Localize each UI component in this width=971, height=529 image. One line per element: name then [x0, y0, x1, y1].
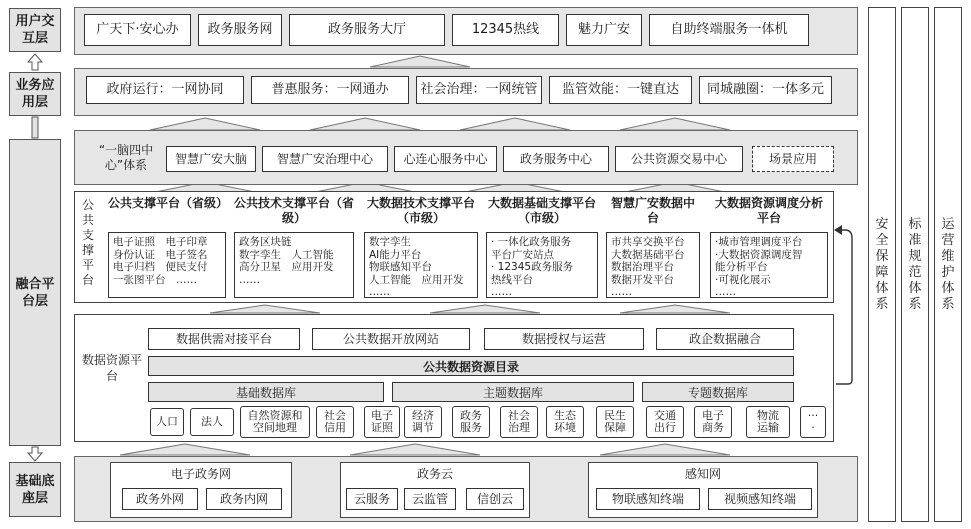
data-item-more: ··· ·	[800, 406, 826, 438]
plat-body-2: 政务区块链 数字孪生 人工智能 高分卫星 应用开发 ……	[234, 232, 354, 298]
user-item-hotline: 12345热线	[452, 14, 559, 46]
data-item-jiaotong: 交通 出行	[646, 406, 684, 438]
side-security: 安全保障体系	[868, 7, 896, 522]
data-item-xinyong: 社会 信用	[316, 406, 354, 438]
base-item-xinchuang: 信创云	[466, 488, 524, 510]
plat-body-4: · 一体化政务服务 平台广安站点 · 12345政务服务 热线平台 ……	[486, 232, 598, 298]
plat-title-2: 公共技术支撑平台（省级）	[234, 196, 355, 225]
fusion-layer-label: 融合平台层	[9, 139, 61, 446]
base-item-shipin: 视频感知终端	[708, 488, 812, 510]
data-item-shangwu: 电子 商务	[694, 406, 732, 438]
db-theme: 主题数据库	[392, 382, 634, 402]
plat-body-5: 市共享交换平台 大数据基础平台 数据治理平台 数据开发平台 ……	[606, 232, 700, 298]
business-layer-label: 业务应用层	[9, 72, 61, 116]
data-catalog: 公共数据资源目录	[148, 356, 794, 376]
side-standard: 标准规范体系	[901, 7, 929, 522]
plat-body-3: 数字孪生 AI能力平台 物联感知平台 人工智能 应用开发 ……	[364, 232, 478, 298]
plat-title-6: 大数据资源调度分析平台	[714, 196, 823, 225]
user-layer-label: 用户交互层	[9, 8, 61, 52]
data-item-zhili: 社会 治理	[500, 406, 538, 438]
plat-title-5: 智慧广安数据中台	[610, 196, 695, 225]
brain-item-ggzy: 公共资源交易中心	[615, 146, 743, 172]
user-item-hall: 政务服务大厅	[289, 14, 445, 46]
data-top-3: 数据授权与运营	[484, 328, 644, 350]
side-operation: 运营维护体系	[934, 7, 962, 522]
plat-title-3: 大数据技术支撑平台（市级）	[366, 196, 475, 225]
biz-item-tongban: 普惠服务：一网通办	[251, 76, 409, 104]
data-item-renkou: 人口	[150, 408, 184, 436]
brain-label: “一脑四中心”体系	[98, 143, 154, 172]
data-item-minsheng: 民生 保障	[596, 406, 634, 438]
data-item-ziran: 自然资源和 空间地理	[240, 406, 310, 438]
user-item-meili: 魅力广安	[566, 14, 642, 46]
brain-item-zwfw: 政务服务中心	[503, 146, 609, 172]
biz-item-tongguan: 社会治理：一网统管	[416, 76, 542, 104]
base-item-yunfuwu: 云服务	[346, 488, 398, 510]
user-item-anxinban: 广天下·安心办	[84, 14, 191, 46]
data-item-zhengwu: 政务 服务	[452, 406, 490, 438]
data-item-zhengzhao: 电子 证照	[364, 406, 400, 438]
data-item-shengtai: 生态 环境	[546, 406, 584, 438]
brain-item-dangao: 智慧广安大脑	[166, 146, 256, 172]
base-item-wulian: 物联感知终端	[596, 488, 700, 510]
user-item-zwfww: 政务服务网	[198, 14, 282, 46]
base-item-yunjianguan: 云监管	[404, 488, 456, 510]
base-layer-label: 基础底座层	[9, 462, 61, 517]
base-item-waiwang: 政务外网	[122, 488, 198, 510]
biz-item-duoyuan: 同城融圈：一体多元	[699, 76, 832, 104]
biz-item-xietong: 政府运行：一网协同	[86, 76, 244, 104]
data-top-2: 公共数据开放网站	[312, 328, 470, 350]
support-label: 公共支撑平台	[81, 198, 94, 287]
base-item-neiwang: 政务内网	[206, 488, 282, 510]
biz-item-zhida: 监管效能：一键直达	[549, 76, 692, 104]
plat-title-4: 大数据基础支撑平台（市级）	[487, 196, 596, 225]
data-item-wuliu: 物流 运输	[746, 406, 790, 438]
db-special: 专题数据库	[642, 382, 794, 402]
plat-body-6: ·城市管理调度平台 ·大数据资源调度智 能分析平台 ·可视化展示 ……	[710, 232, 828, 298]
data-label: 数据资源平台	[82, 353, 143, 383]
db-basic: 基础数据库	[148, 382, 384, 402]
brain-item-xinlianxin: 心连心服务中心	[394, 146, 497, 172]
data-item-faren: 法人	[190, 408, 234, 436]
base-group-cloud-title: 政务云	[416, 467, 453, 481]
brain-item-zhili: 智慧广安治理中心	[262, 146, 388, 172]
base-group-sense-title: 感知网	[684, 467, 721, 481]
plat-title-1: 公共支撑平台（省级）	[108, 196, 229, 210]
base-group-egov-title: 电子政务网	[170, 467, 231, 481]
data-item-jingji: 经济 调节	[404, 406, 442, 438]
user-item-terminal: 自助终端服务一体机	[649, 14, 809, 46]
brain-item-scene: 场景应用	[752, 146, 834, 172]
data-top-4: 政企数据融合	[656, 328, 794, 350]
data-top-1: 数据供需对接平台	[148, 328, 300, 350]
plat-body-1: 电子证照 电子印章 身份认证 电子签名 电子归档 便民支付 一张图平台 ……	[108, 232, 226, 298]
